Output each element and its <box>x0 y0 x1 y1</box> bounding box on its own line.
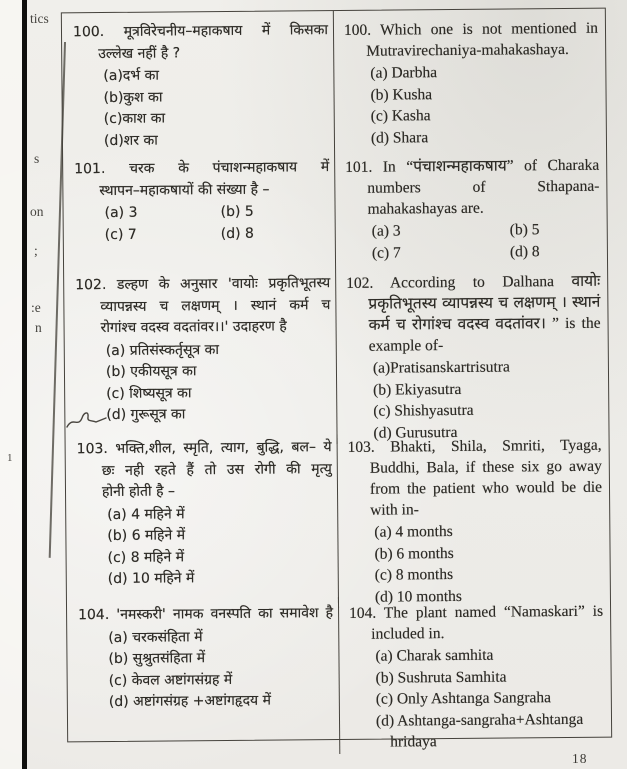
margin-text-fragment: :e <box>31 300 41 315</box>
option-b: (b) Sushruta Samhita <box>375 668 507 687</box>
question-text-line: प्रकृतिभूतस्य व्यापन्नस्य च लक्षणम् । स्थानं <box>368 293 601 313</box>
option-b: (b) 6 months <box>374 544 454 563</box>
option-b: (b) 5 <box>220 203 254 221</box>
question-text-line: 100. Which one is not mentioned in <box>343 19 599 39</box>
page-left-margin <box>0 0 22 769</box>
margin-text-fragment: s <box>34 151 40 166</box>
pen-scribble-mark <box>65 408 109 434</box>
question-100-english <box>333 9 606 151</box>
question-text-line: व्यापन्नस्य च लक्षणम् । स्थानं कर्म च <box>100 296 331 315</box>
question-text-line: 103. भक्ति,शील, स्मृति, त्याग, बुद्धि, बल– ये <box>76 439 332 458</box>
question-text-line: 104. The plant named “Namaskari” is <box>349 602 604 622</box>
option-c: (c) 7 <box>104 226 137 243</box>
margin-text-fragment: 1 <box>7 452 13 464</box>
option-c: (c) Kasha <box>370 107 431 125</box>
option-d: (d) 10 months <box>374 587 462 606</box>
options-grid <box>372 219 600 264</box>
question-text-line: 103. Bhakti, Shila, Smriti, Tyaga, <box>347 436 602 456</box>
question-row-101 <box>63 149 607 270</box>
question-table <box>61 8 612 751</box>
option-c: (c) Shishyasutra <box>373 401 474 420</box>
question-row-102 <box>64 265 608 442</box>
option-c: (c) केवल अष्टांगसंग्रह में <box>108 671 233 689</box>
options-list <box>106 339 332 427</box>
options-list <box>107 503 333 591</box>
question-text-line: 100. मूत्रविरेचनीय–महाकषाय में किसका <box>72 22 329 41</box>
option-b: (b) सुश्रुतसंहिता में <box>108 650 206 668</box>
option-d: (d)शर का <box>103 132 158 149</box>
margin-text-fragment: tics <box>30 11 49 26</box>
margin-text-fragment: n <box>35 320 42 335</box>
question-101-english <box>334 149 607 267</box>
question-text-line: 101. In “पंचाशन्महाकषाय” of Charaka <box>345 156 600 176</box>
options-grid <box>104 201 329 246</box>
margin-text-fragment: on <box>30 204 44 219</box>
question-text-line: from the patient who would be die <box>369 478 603 498</box>
question-102-english <box>335 265 609 444</box>
option-d: (d) Gurusutra <box>373 423 458 442</box>
question-text-line: included in. <box>371 625 445 643</box>
question-101-hindi <box>63 151 335 269</box>
option-a: (a) 4 months <box>374 522 453 541</box>
question-row-104 <box>67 595 611 751</box>
question-100-hindi <box>62 11 334 153</box>
option-c: (c)काश का <box>103 110 166 128</box>
question-text-line: numbers of Sthapana- <box>367 177 600 197</box>
question-text-line: 102. According to Dalhana वायोः <box>346 272 601 292</box>
margin-text-fragment: ; <box>34 243 38 258</box>
page-number: 18 <box>572 751 588 766</box>
option-c: (c) 8 महिने में <box>107 548 185 566</box>
question-text-line: छः नही रहते हैं तो उस रोगी की मृत्यु <box>101 460 332 479</box>
option-a: (a) प्रतिसंस्कर्तृसूत्र का <box>105 341 220 359</box>
question-text-line: 101. चरक के पंचाशन्महाकषाय में <box>74 159 330 178</box>
option-d: (d) गुरूसूत्र का <box>106 406 186 424</box>
option-c: (c) शिष्यसूत्र का <box>106 384 192 402</box>
option-a: (a) Charak samhita <box>375 646 494 665</box>
options-list <box>108 626 334 714</box>
question-text-line: mahakashayas are. <box>367 199 484 218</box>
options-list <box>375 644 604 753</box>
question-text-line: स्थापन–महाकषायों की संख्या है – <box>99 181 270 199</box>
question-104-english <box>338 595 611 754</box>
option-d: (d) Shara <box>370 128 429 147</box>
option-d: (d) 10 महिने में <box>107 570 195 588</box>
option-b: (b) 5 <box>509 221 540 239</box>
option-a: (a)दर्भ का <box>103 67 160 85</box>
option-a: (a) 3 <box>104 204 138 222</box>
option-a: (a) 3 <box>371 222 401 240</box>
question-text-line: रोगांश्च वदस्व वदतांवर।।' उदाहरण है <box>100 318 287 337</box>
options-list <box>103 64 329 152</box>
options-list <box>370 61 599 149</box>
question-text-line: example of- <box>368 337 444 355</box>
question-text-line: होनी होती है – <box>101 483 176 501</box>
question-row-100 <box>62 9 606 154</box>
question-text-line: 104. 'नमस्करी' नामक वनस्पति का समावेश है <box>78 605 334 624</box>
question-row-103 <box>65 429 609 606</box>
option-d: (d) 8 <box>220 225 255 242</box>
question-104-hindi <box>67 597 339 756</box>
question-text-line: Buddhi, Bala, if these six go away <box>369 457 602 477</box>
question-text-line: Mutravirechaniya-mahakashaya. <box>366 40 569 60</box>
option-c: (c) Only Ashtanga Sangraha <box>375 689 552 708</box>
option-b: (b) Ekiyasutra <box>373 380 462 399</box>
option-b: (b) Kusha <box>370 85 433 104</box>
option-d: (d) अष्टांगसंग्रह +अष्टांगहृदय में <box>108 692 271 710</box>
question-103-hindi <box>65 431 338 610</box>
option-b: (b) 6 महिने में <box>107 527 186 545</box>
option-c: (c) 7 <box>371 243 401 262</box>
option-d: (d) Ashtanga-sangraha+Ashtanga hridaya <box>375 710 584 751</box>
question-text-line: 102. डल्हण के अनुसार 'वायोः प्रकृतिभूतस्य <box>75 275 331 294</box>
option-a: (a) चरकसंहिता में <box>108 628 203 646</box>
option-b: (b)कुश का <box>103 89 163 106</box>
question-text-line: with in- <box>370 501 419 519</box>
option-c: (c) 8 months <box>374 565 454 584</box>
question-text-line: कर्म च रोगांश्च वदस्व वदतांवर। ” is the <box>368 314 601 334</box>
option-b: (b) एकीयसूत्र का <box>105 363 197 381</box>
option-a: (a) Darbha <box>370 64 438 82</box>
option-a: (a) 4 महिने में <box>107 505 185 523</box>
question-103-english <box>336 429 610 608</box>
option-d: (d) 8 <box>509 242 540 260</box>
option-a: (a)Pratisanskartrisutra <box>372 358 510 377</box>
binding-edge-line <box>22 0 27 769</box>
question-text-line: उल्लेख नहीं है ? <box>98 44 181 62</box>
